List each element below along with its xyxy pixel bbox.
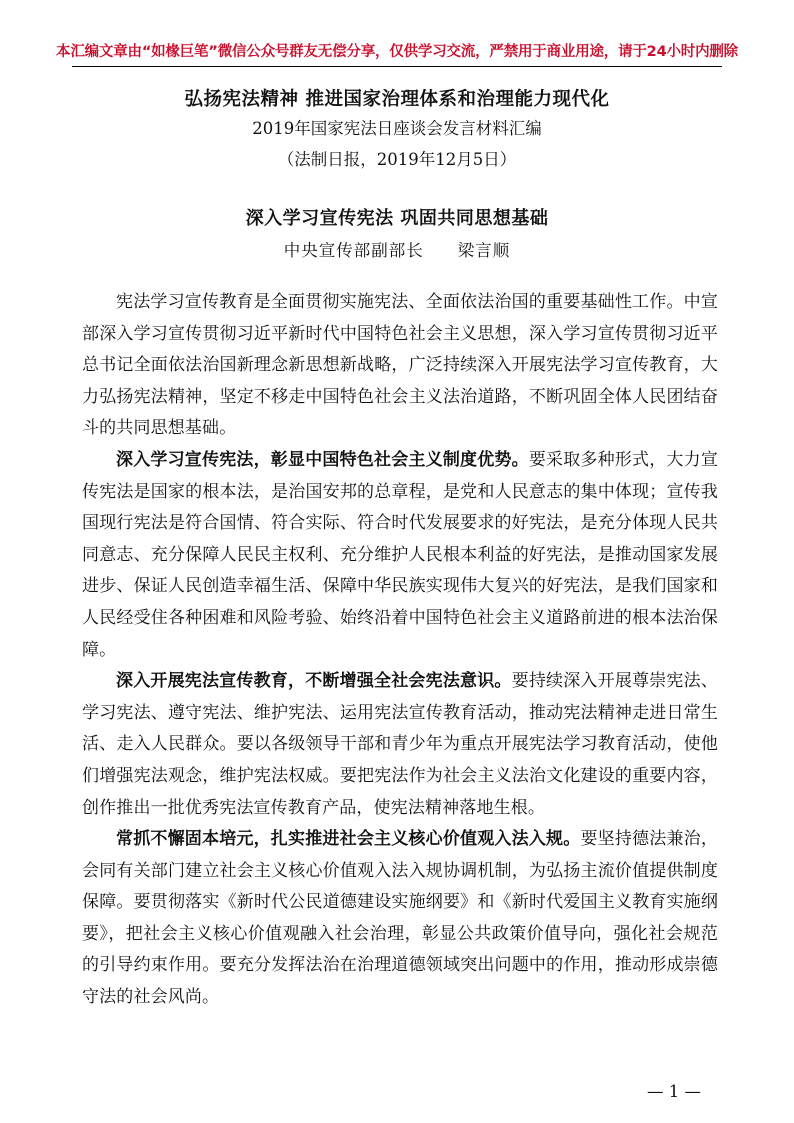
paragraph xyxy=(82,666,718,824)
author-name: 梁言顺 xyxy=(457,241,511,260)
article-body xyxy=(82,287,718,1014)
compilation-title: 弘扬宪法精神 推进国家治理体系和治理能力现代化 xyxy=(184,89,610,110)
paragraph-lead: 常抓不懈固本培元，扎实推进社会主义核心价值观入法入规。 xyxy=(116,829,581,850)
paragraph-lead: 深入学习宣传宪法，彰显中国特色社会主义制度优势。 xyxy=(116,449,529,470)
paragraph xyxy=(82,824,718,1014)
author-line xyxy=(0,237,794,261)
paragraph-text: 要坚持德法兼治，会同有关部门建立社会主义核心价值观入法入规协调机制，为弘扬主流价值提供制度保障。要贯彻落实《新时代公民道德建设实施纲要》和《新时代爱国主义教育实施纲要》，把社会主义核心价值观融入社会治理，彰显公共政策价值导向，强化社会规范的引导约束作用。要充分发挥法治在治理道德领域突出问题中的作用，推动形成崇德守法的社会风尚。 xyxy=(82,829,718,1008)
copyright-notice: 本汇编文章由“如椽巨笔”微信公众号群友无偿分享，仅供学习交流，严禁用于商业用途，请于24小时内删除 xyxy=(56,44,738,60)
author-title: 中央宣传部副部长 xyxy=(283,241,424,260)
page-number: — 1 — xyxy=(647,1082,701,1101)
paragraph xyxy=(82,287,718,445)
paragraph xyxy=(82,445,718,666)
compilation-subtitle: 2019年国家宪法日座谈会发言材料汇编 xyxy=(252,119,542,138)
paragraph-text: 要持续深入开展尊崇宪法、学习宪法、遵守宪法、维护宪法、运用宪法宣传教育活动，推动宪法精神走进日常生活、走入人民群众。要以各级领导干部和青少年为重点开展宪法学习教育活动，使他们增强宪法观念，维护宪法权威。要把宪法作为社会主义法治文化建设的重要内容，创作推出一批优秀宪法宣传教育产品，使宪法精神落地生根。 xyxy=(82,671,718,818)
paragraph-lead: 深入开展宪法宣传教育，不断增强全社会宪法意识。 xyxy=(116,671,512,692)
article-title: 深入学习宣传宪法 巩固共同思想基础 xyxy=(245,208,549,229)
header-divider xyxy=(72,66,722,67)
publication-source: （法制日报，2019年12月5日） xyxy=(277,150,517,169)
paragraph-text: 要采取多种形式，大力宣传宪法是国家的根本法，是治国安邦的总章程，是党和人民意志的集中体现；宣传我国现行宪法是符合国情、符合实际、符合时代发展要求的好宪法，是充分体现人民共同意志、充分保障人民民主权利、充分维护人民根本利益的好宪法，是推动国家发展进步、保证人民创造幸福生活、保障中华民族实现伟大复兴的好宪法，是我们国家和人民经受住各种困难和风险考验、始终沿着中国特色社会主义道路前进的根本法治保障。 xyxy=(82,449,718,660)
paragraph-text: 宪法学习宣传教育是全面贯彻实施宪法、全面依法治国的重要基础性工作。中宣部深入学习宣传贯彻习近平新时代中国特色社会主义思想，深入学习宣传贯彻习近平总书记全面依法治国新理念新思想新战略，广泛持续深入开展宪法学习宣传教育，大力弘扬宪法精神，坚定不移走中国特色社会主义法治道路，不断巩固全体人民团结奋斗的共同思想基础。 xyxy=(82,292,718,439)
